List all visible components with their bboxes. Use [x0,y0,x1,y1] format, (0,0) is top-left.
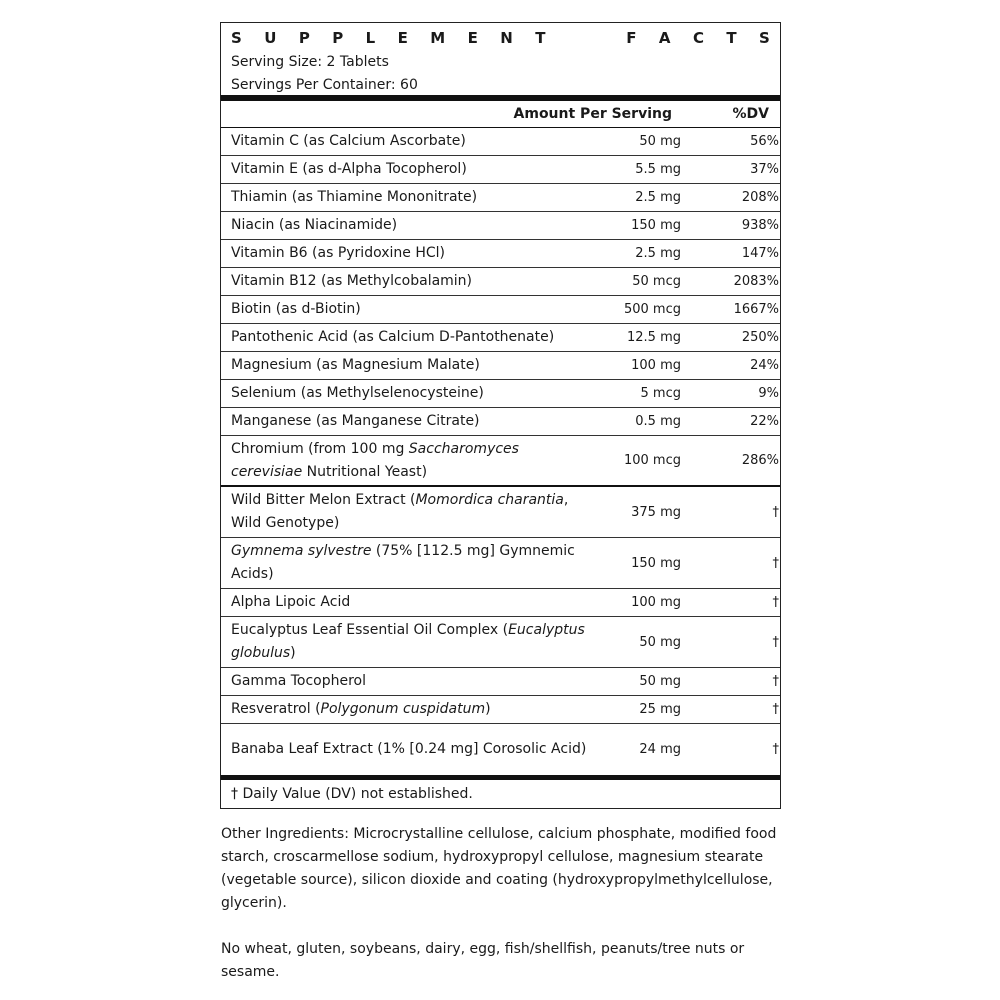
nutrient-dv: † [772,634,779,650]
nutrient-dv: 286% [741,453,779,468]
servings-per-container: Servings Per Container: 60 [231,77,418,93]
title-letter: S [759,29,770,47]
nutrient-amount: 50 mcg [632,274,681,289]
dv-column-header: %DV [732,106,769,122]
name-species: Gymnema sylvestre [231,543,372,559]
nutrient-name: Vitamin B12 (as Methylcobalamin) [231,273,473,289]
nutrient-name [221,489,591,535]
nutrient-name [221,619,591,665]
nutrient-amount: 100 mg [631,358,681,373]
nutrient-name: Alpha Lipoic Acid [231,594,351,610]
nutrient-name: Gamma Tocopherol [231,673,367,689]
table-row [221,436,780,487]
name-species: Saccharomyces cerevisiae [231,440,519,480]
nutrient-name: Niacin (as Niacinamide) [231,217,398,233]
other-ingredients: Other Ingredients: Microcrystalline cellulose, calcium phosphate, modified food starch, croscarmellose sodium, hydroxypropyl cellulose, magnesium stearate (vegetable source), silicon dioxide and coating (hydroxypropylmethylcellulose, glycerin). [221,826,777,911]
nutrient-dv: 250% [741,330,779,345]
nutrient-amount: 2.5 mg [635,190,681,205]
nutrient-amount: 5.5 mg [635,162,681,177]
nutrient-name: Magnesium (as Magnesium Malate) [231,357,480,373]
nutrient-dv: † [772,555,779,571]
table-row [221,352,780,380]
nutrient-dv: † [772,595,779,610]
nutrient-dv: 1667% [733,302,779,317]
panel-header [221,23,780,95]
table-row [221,408,780,436]
name-text: ) [290,645,296,661]
nutrient-name: Banaba Leaf Extract (1% [0.24 mg] Corosolic Acid) [231,741,587,757]
table-row [221,212,780,240]
nutrient-amount: 5 mcg [640,386,681,401]
name-species: Eucalyptus globulus [231,622,585,661]
nutrient-amount: 50 mg [639,674,681,689]
table-row [221,128,780,156]
nutrient-amount: 50 mg [639,634,681,650]
title-letter: A [658,29,671,47]
name-text: Nutritional Yeast) [302,463,428,480]
title-letter: P [332,29,344,47]
footnote: † Daily Value (DV) not established. [231,786,473,802]
table-row [221,296,780,324]
title-letter: S [231,29,242,47]
nutrient-dv: † [772,702,779,717]
nutrient-dv: † [772,674,779,689]
table-row [221,240,780,268]
nutrient-amount: 25 mg [639,702,681,717]
table-row [221,268,780,296]
title-spacer [568,27,604,51]
nutrient-name: Vitamin B6 (as Pyridoxine HCl) [231,245,445,261]
title-letter: E [467,29,478,47]
nutrient-name: Manganese (as Manganese Citrate) [231,413,480,429]
title-letter: L [365,29,376,47]
nutrient-amount: 150 mg [631,555,681,571]
nutrient-name: Biotin (as d-Biotin) [231,301,361,317]
nutrient-dv: † [772,504,779,520]
nutrient-dv: 147% [741,246,779,261]
nutrient-name: Pantothenic Acid (as Calcium D-Pantothenate) [231,329,555,345]
nutrient-amount: 12.5 mg [627,330,681,345]
table-row [221,184,780,212]
name-text: ) [485,701,491,717]
table-row [221,538,780,589]
name-species: Momordica charantia [415,492,564,508]
nutrient-amount: 24 mg [639,742,681,757]
allergen-statement: No wheat, gluten, soybeans, dairy, egg, fish/shellfish, peanuts/tree nuts or sesame. [221,941,745,980]
name-text: Resveratrol ( [231,701,321,717]
nutrient-amount: 50 mg [639,134,681,149]
title-letter: F [626,29,637,47]
title-letter: N [500,29,513,47]
table-row [221,617,780,668]
nutrient-name [221,698,591,721]
title-letter: E [397,29,408,47]
nutrient-amount: 2.5 mg [635,246,681,261]
nutrient-name: Vitamin E (as d-Alpha Tocopherol) [231,161,467,177]
title-letter: M [430,29,446,47]
nutrient-dv: 37% [750,162,779,177]
nutrient-name: Thiamin (as Thiamine Mononitrate) [231,189,478,205]
supplement-facts-panel [220,22,781,809]
nutrient-amount: 100 mg [631,595,681,610]
nutrient-dv: 9% [758,386,779,401]
table-row [221,380,780,408]
table-row [221,324,780,352]
nutrient-dv: 22% [750,414,779,429]
nutrient-dv: 56% [750,134,779,149]
table-row [221,668,780,696]
nutrient-dv: 2083% [733,274,779,289]
nutrient-name [221,438,591,484]
nutrient-dv: 208% [741,190,779,205]
table-row [221,724,780,775]
table-row [221,696,780,724]
table-row [221,589,780,617]
nutrient-amount: 150 mg [631,218,681,233]
title-letter: T [726,29,737,47]
table-row [221,156,780,184]
panel-title [231,27,770,51]
nutrient-amount: 375 mg [631,504,681,520]
title-letter: U [264,29,277,47]
nutrient-dv: 938% [741,218,779,233]
nutrient-name: Selenium (as Methylselenocysteine) [231,385,484,401]
nutrient-dv: † [772,742,779,757]
column-headers [221,101,780,128]
name-text: Wild Bitter Melon Extract ( [231,492,416,508]
nutrient-amount: 0.5 mg [635,414,681,429]
nutrient-amount: 500 mcg [623,302,681,317]
title-letter: P [298,29,310,47]
name-text: Chromium (from 100 mg [231,440,409,457]
nutrient-dv: 24% [750,358,779,373]
nutrient-name [221,540,591,586]
title-letter: T [535,29,546,47]
name-text: Eucalyptus Leaf Essential Oil Complex ( [231,622,509,638]
name-species: Polygonum cuspidatum [320,701,486,717]
title-letter: C [692,29,704,47]
nutrient-amount: 100 mcg [623,453,681,468]
name-text: , Wild Genotype) [231,492,569,531]
nutrient-name: Vitamin C (as Calcium Ascorbate) [231,133,466,149]
serving-size: Serving Size: 2 Tablets [231,54,389,70]
amount-column-header: Amount Per Serving [513,106,672,122]
name-text: (75% [112.5 mg] Gymnemic Acids) [231,543,575,582]
table-row [221,487,780,538]
